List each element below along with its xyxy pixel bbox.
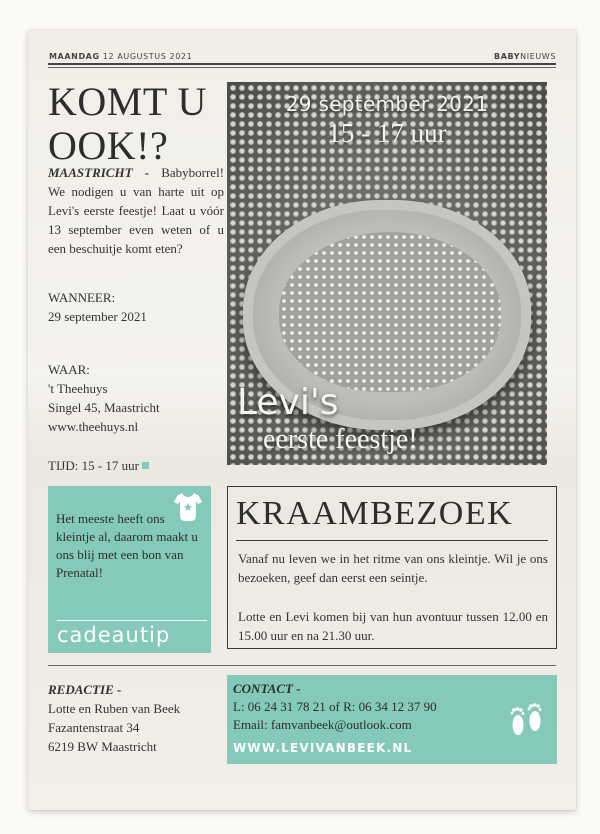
gift-tip-label: cadeautip (57, 623, 171, 647)
gift-tip-box (48, 486, 211, 653)
header-date-value: 12 AUGUSTUS 2021 (102, 52, 193, 61)
editorial-block (48, 680, 224, 756)
editorial-label: REDACTIE - (48, 682, 122, 697)
newspaper-page (28, 30, 576, 810)
maternity-visit-paragraph-2: Lotte en Levi komen bij van hun avontuur tussen 12.00 en 15.00 uur en na 21.30 uur. (238, 609, 548, 643)
headline-line-1: KOMT U (48, 79, 207, 124)
when-block (48, 288, 224, 326)
footer-rule (48, 665, 556, 666)
time-text: TIJD: 15 - 17 uur (48, 458, 139, 473)
header-date (49, 52, 192, 61)
editorial-street: Fazantenstraat 34 (48, 720, 140, 735)
paper-name-rest: NIEUWS (520, 52, 556, 61)
contact-phones[interactable]: L: 06 24 31 78 21 of R: 06 34 12 37 90 (233, 699, 437, 714)
header-rule-thin (48, 67, 556, 68)
photo-date: 29 september 2021 (285, 92, 489, 116)
headline (48, 80, 228, 168)
contact-details (233, 680, 503, 734)
where-website[interactable]: www.theehuys.nl (48, 419, 139, 434)
header-day: MAANDAG (49, 52, 100, 61)
header-rule (48, 63, 556, 65)
time-line (48, 456, 224, 475)
dateline: MAASTRICHT - (48, 165, 150, 180)
sprinkles-shape (279, 232, 501, 392)
intro-text: Babyborrel! We nodigen u van harte uit op Levi's eerste feestje! Laat u vóór 13 september even weten of u een beschuitje komt eten? (48, 165, 225, 256)
contact-email[interactable]: Email: famvanbeek@outlook.com (233, 717, 412, 732)
square-bullet-icon (142, 462, 149, 469)
website-link[interactable]: WWW.LEVIVANBEEK.NL (233, 741, 413, 755)
intro-paragraph (48, 163, 224, 258)
where-line-1: 't Theehuys (48, 381, 108, 396)
photo-time: 15 - 17 uur (327, 118, 447, 148)
maternity-visit-paragraph-1: Vanaf nu leven we in het ritme van ons kleintje. Wil je ons bezoeken, geef dan eerst een seintje. (238, 551, 548, 585)
maternity-visit-title: KRAAMBEZOEK (236, 495, 514, 532)
photo-title-line-2: eerste feestje! (263, 424, 418, 455)
baby-feet-icon (507, 695, 547, 745)
where-label: WAAR: (48, 362, 90, 377)
maternity-visit-box (227, 486, 557, 649)
where-block (48, 360, 224, 436)
contact-label: CONTACT - (233, 681, 301, 696)
gift-tip-rule (57, 620, 207, 621)
editorial-names: Lotte en Ruben van Beek (48, 701, 181, 716)
where-line-2: Singel 45, Maastricht (48, 400, 160, 415)
when-label: WANNEER: (48, 290, 116, 305)
maternity-visit-rule (236, 540, 548, 541)
when-value: 29 september 2021 (48, 309, 147, 324)
contact-box (227, 675, 557, 764)
headline-line-2: OOK!? (48, 123, 169, 168)
photo-title-line-1: Levi's (237, 382, 339, 423)
header-paper-name (494, 52, 556, 61)
photo-beschuit-muisjes (227, 82, 547, 465)
gift-tip-text: Het meeste heeft ons kleintje al, daarom maakt u ons blij met een bon van Prenatal! (56, 511, 198, 580)
editorial-city: 6219 BW Maastricht (48, 739, 157, 754)
paper-name-bold: BABY (494, 52, 521, 61)
